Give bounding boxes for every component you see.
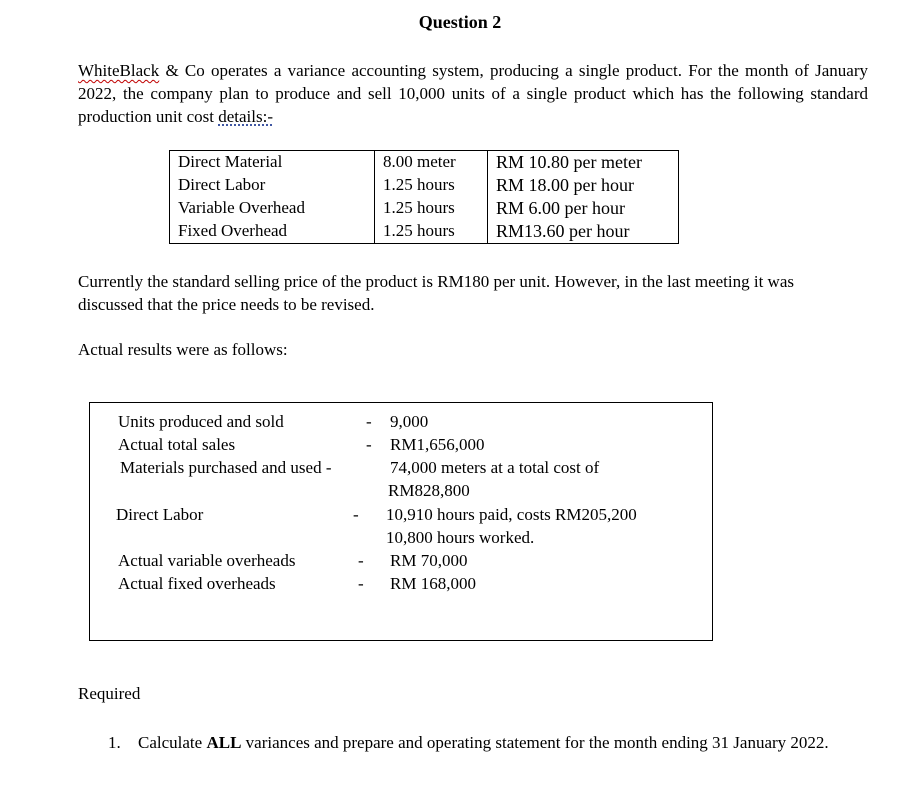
cost-quantity: 8.00 meter xyxy=(375,151,488,175)
cost-rate: RM 10.80 per meter xyxy=(488,151,679,175)
sales-value: RM1,656,000 xyxy=(390,435,485,454)
dash: - xyxy=(366,412,372,431)
labor-label: Direct Labor xyxy=(116,505,204,524)
var-oh-label: Actual variable overheads xyxy=(118,551,296,570)
cost-item: Direct Labor xyxy=(170,174,375,197)
cost-item: Variable Overhead xyxy=(170,197,375,220)
cost-quantity: 1.25 hours xyxy=(375,174,488,197)
intro-text: & Co operates a variance accounting system, producing a single product. For the month of January 2022, the company plan to produce and sell 10,000 units of a single product which has the following standard production unit cost xyxy=(78,61,868,126)
required-text-start: Calculate xyxy=(138,733,203,752)
standard-cost-table xyxy=(169,150,679,244)
table-row xyxy=(170,151,679,175)
dash: - xyxy=(358,574,364,593)
fixed-oh-label: Actual fixed overheads xyxy=(118,574,276,593)
required-bold-word: ALL xyxy=(206,733,242,752)
cost-quantity: 1.25 hours xyxy=(375,220,488,244)
selling-price-paragraph: Currently the standard selling price of the product is RM180 per unit. However, in the last meeting it was discussed that the price needs to be revised. xyxy=(78,272,794,314)
table-row xyxy=(170,174,679,197)
dash: - xyxy=(366,435,372,454)
units-label: Units produced and sold xyxy=(118,412,284,431)
materials-value-line2: RM828,800 xyxy=(388,481,470,500)
company-name: WhiteBlack xyxy=(78,61,160,80)
table-row xyxy=(170,220,679,244)
cost-item: Fixed Overhead xyxy=(170,220,375,244)
required-heading: Required xyxy=(78,684,141,703)
materials-value-line1: 74,000 meters at a total cost of xyxy=(390,458,600,477)
cost-rate: RM 6.00 per hour xyxy=(488,197,679,220)
actual-results-box xyxy=(89,402,713,641)
units-value: 9,000 xyxy=(390,412,429,431)
question-title: Question 2 xyxy=(418,12,502,32)
intro-paragraph xyxy=(78,59,868,128)
details-word: details:- xyxy=(218,107,273,126)
cost-rate: RM 18.00 per hour xyxy=(488,174,679,197)
table-row xyxy=(170,197,679,220)
dash: - xyxy=(353,505,359,524)
required-item-number: 1. xyxy=(108,733,121,752)
materials-label: Materials purchased and used - xyxy=(120,458,332,477)
var-oh-value: RM 70,000 xyxy=(390,551,468,570)
fixed-oh-value: RM 168,000 xyxy=(390,574,476,593)
required-item-text xyxy=(138,731,838,754)
labor-value-line1: 10,910 hours paid, costs RM205,200 xyxy=(386,505,637,524)
cost-item: Direct Material xyxy=(170,151,375,175)
labor-value-line2: 10,800 hours worked. xyxy=(386,528,535,547)
actual-results-label: Actual results were as follows: xyxy=(78,340,288,359)
sales-label: Actual total sales xyxy=(118,435,236,454)
dash: - xyxy=(358,551,364,570)
cost-rate: RM13.60 per hour xyxy=(488,220,679,244)
cost-quantity: 1.25 hours xyxy=(375,197,488,220)
required-text-end: variances and prepare and operating statement for the month ending 31 January 2022. xyxy=(245,733,829,752)
